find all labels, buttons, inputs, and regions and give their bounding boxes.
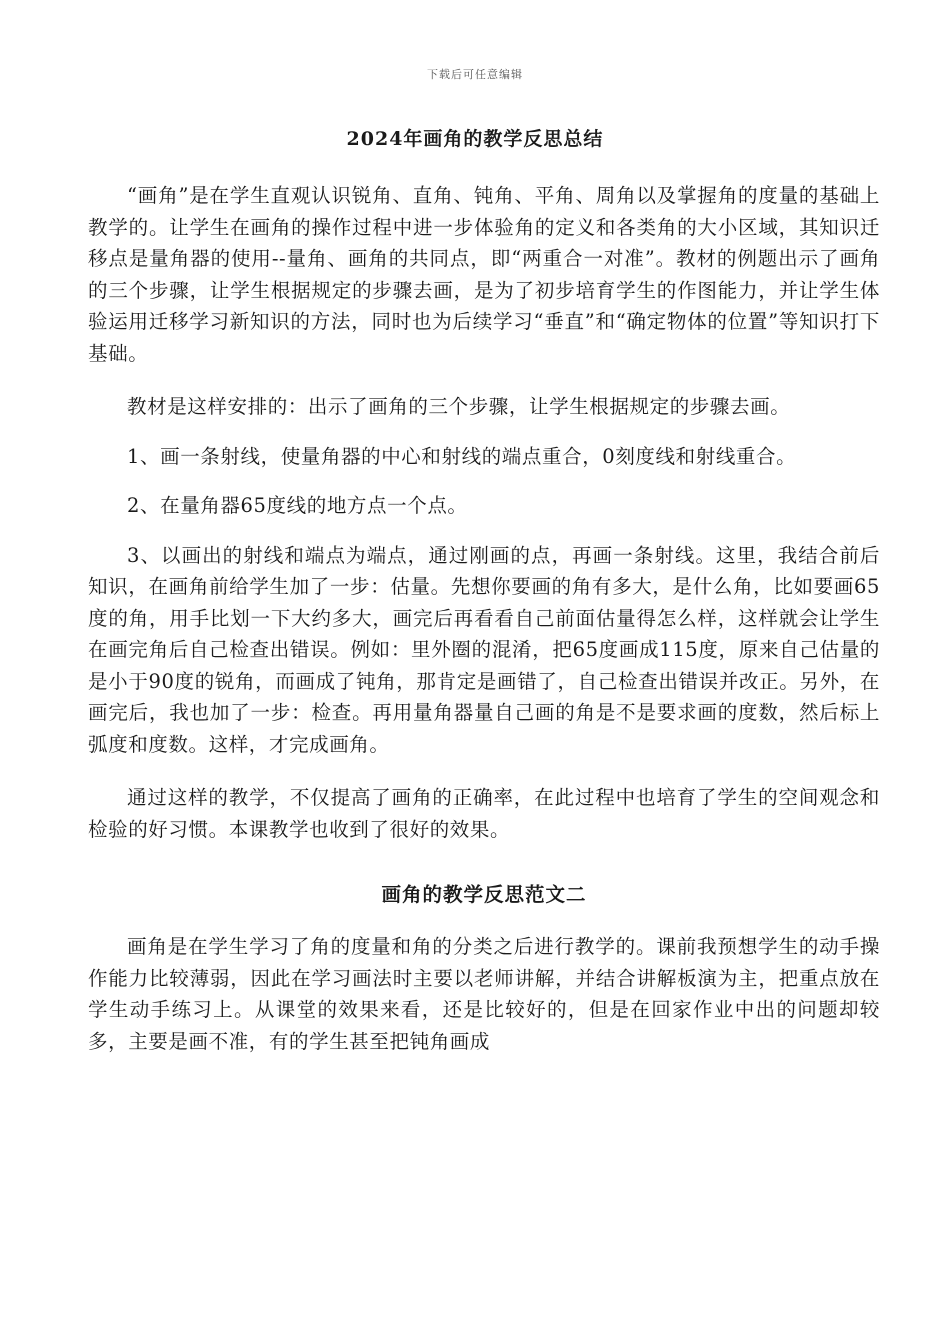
paragraph-conclusion: 通过这样的教学，不仅提高了画角的正确率，在此过程中也培育了学生的空间观念和检验的好习惯。本课教学也收到了很好的效果。 [88, 786, 880, 841]
document-title: 2024年画角的教学反思总结 [346, 128, 604, 150]
document-body [88, 180, 880, 1079]
paragraph-step-2: 2、在量角器65度线的地方点一个点。 [127, 494, 468, 517]
header-note: 下载后可任意编辑 [427, 68, 523, 81]
paragraph-step-1: 1、画一条射线，使量角器的中心和射线的端点重合，0刻度线和射线重合。 [127, 444, 797, 468]
paragraph-arrangement: 教材是这样安排的：出示了画角的三个步骤，让学生根据规定的步骤去画。 [127, 395, 791, 418]
paragraph-intro: “画角”是在学生直观认识锐角、直角、钝角、平角、周角以及掌握角的度量的基础上教学的。让学生在画角的操作过程中进一步体验角的定义和各类角的大小区域，其知识迁移点是量角器的使用--量角、画角的共同点，即“两重合一对准”。教材的例题出示了画角的三个步骤，让学生根据规定的步骤去画，是为了初步培育学生的作图能力，并让学生体验运用迁移学习新知识的方法，同时也为后续学习“垂直”和“确定物体的位置”等知识打下基础。 [88, 184, 880, 365]
section-subtitle: 画角的教学反思范文二 [381, 883, 587, 906]
paragraph-step-3: 3、以画出的射线和端点为端点，通过刚画的点，再画一条射线。这里，我结合前后知识，在画角前给学生加了一步：估量。先想你要画的角有多大，是什么角，比如要画65度的角，用手比划一下大约多大，画完后再看看自己前面估量得怎么样，这样就会让学生在画完角后自己检查出错误。例如：里外圈的混淆，把65度画成115度，原来自己估量的是小于90度的锐角，而画成了钝角，那肯定是画错了，自己检查出错误并改正。另外，在画完后，我也加了一步：检查。再用量角器量自己画的角是不是要求画的度数，然后标上弧度和度数。这样，才完成画角。 [88, 543, 880, 756]
paragraph-section2-intro: 画角是在学生学习了角的度量和角的分类之后进行教学的。课前我预想学生的动手操作能力比较薄弱，因此在学习画法时主要以老师讲解，并结合讲解板演为主，把重点放在学生动手练习上。从课堂的效果来看，还是比较好的，但是在回家作业中出的问题却较多，主要是画不准，有的学生甚至把钝角画成 [88, 935, 880, 1053]
